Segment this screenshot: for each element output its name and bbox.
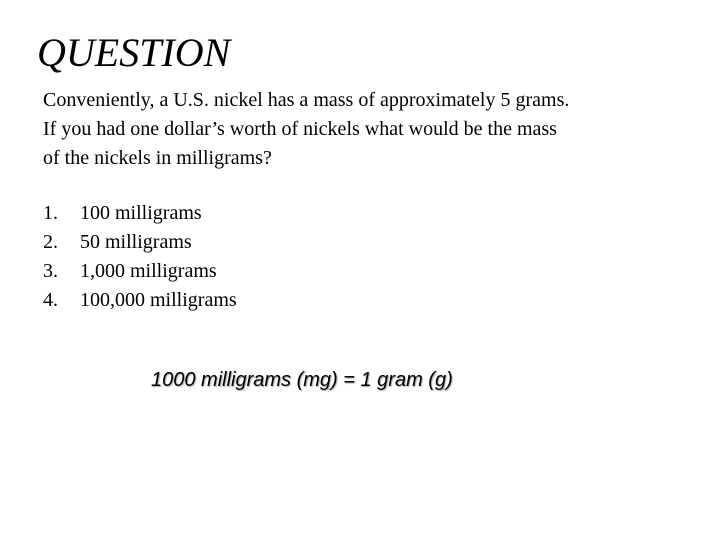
option-number: 3.	[43, 260, 58, 282]
answer-option[interactable]	[43, 286, 237, 315]
question-text	[43, 86, 703, 173]
answer-option[interactable]	[43, 199, 237, 228]
answer-option[interactable]	[43, 228, 237, 257]
question-line: If you had one dollar’s worth of nickels what would be the mass	[43, 118, 557, 140]
question-line: Conveniently, a U.S. nickel has a mass of approximately 5 grams.	[43, 89, 570, 111]
option-text: 100,000 milligrams	[80, 289, 237, 311]
option-text: 1,000 milligrams	[80, 260, 217, 282]
option-number: 2.	[43, 231, 58, 253]
option-number: 4.	[43, 289, 58, 311]
slide-title: QUESTION	[37, 30, 231, 75]
question-line: of the nickels in milligrams?	[43, 147, 272, 169]
option-text: 100 milligrams	[80, 202, 202, 224]
option-number: 1.	[43, 202, 58, 224]
answer-options-list	[43, 199, 237, 315]
answer-option[interactable]	[43, 257, 237, 286]
conversion-hint: 1000 milligrams (mg) = 1 gram (g)	[151, 369, 453, 391]
option-text: 50 milligrams	[80, 231, 192, 253]
